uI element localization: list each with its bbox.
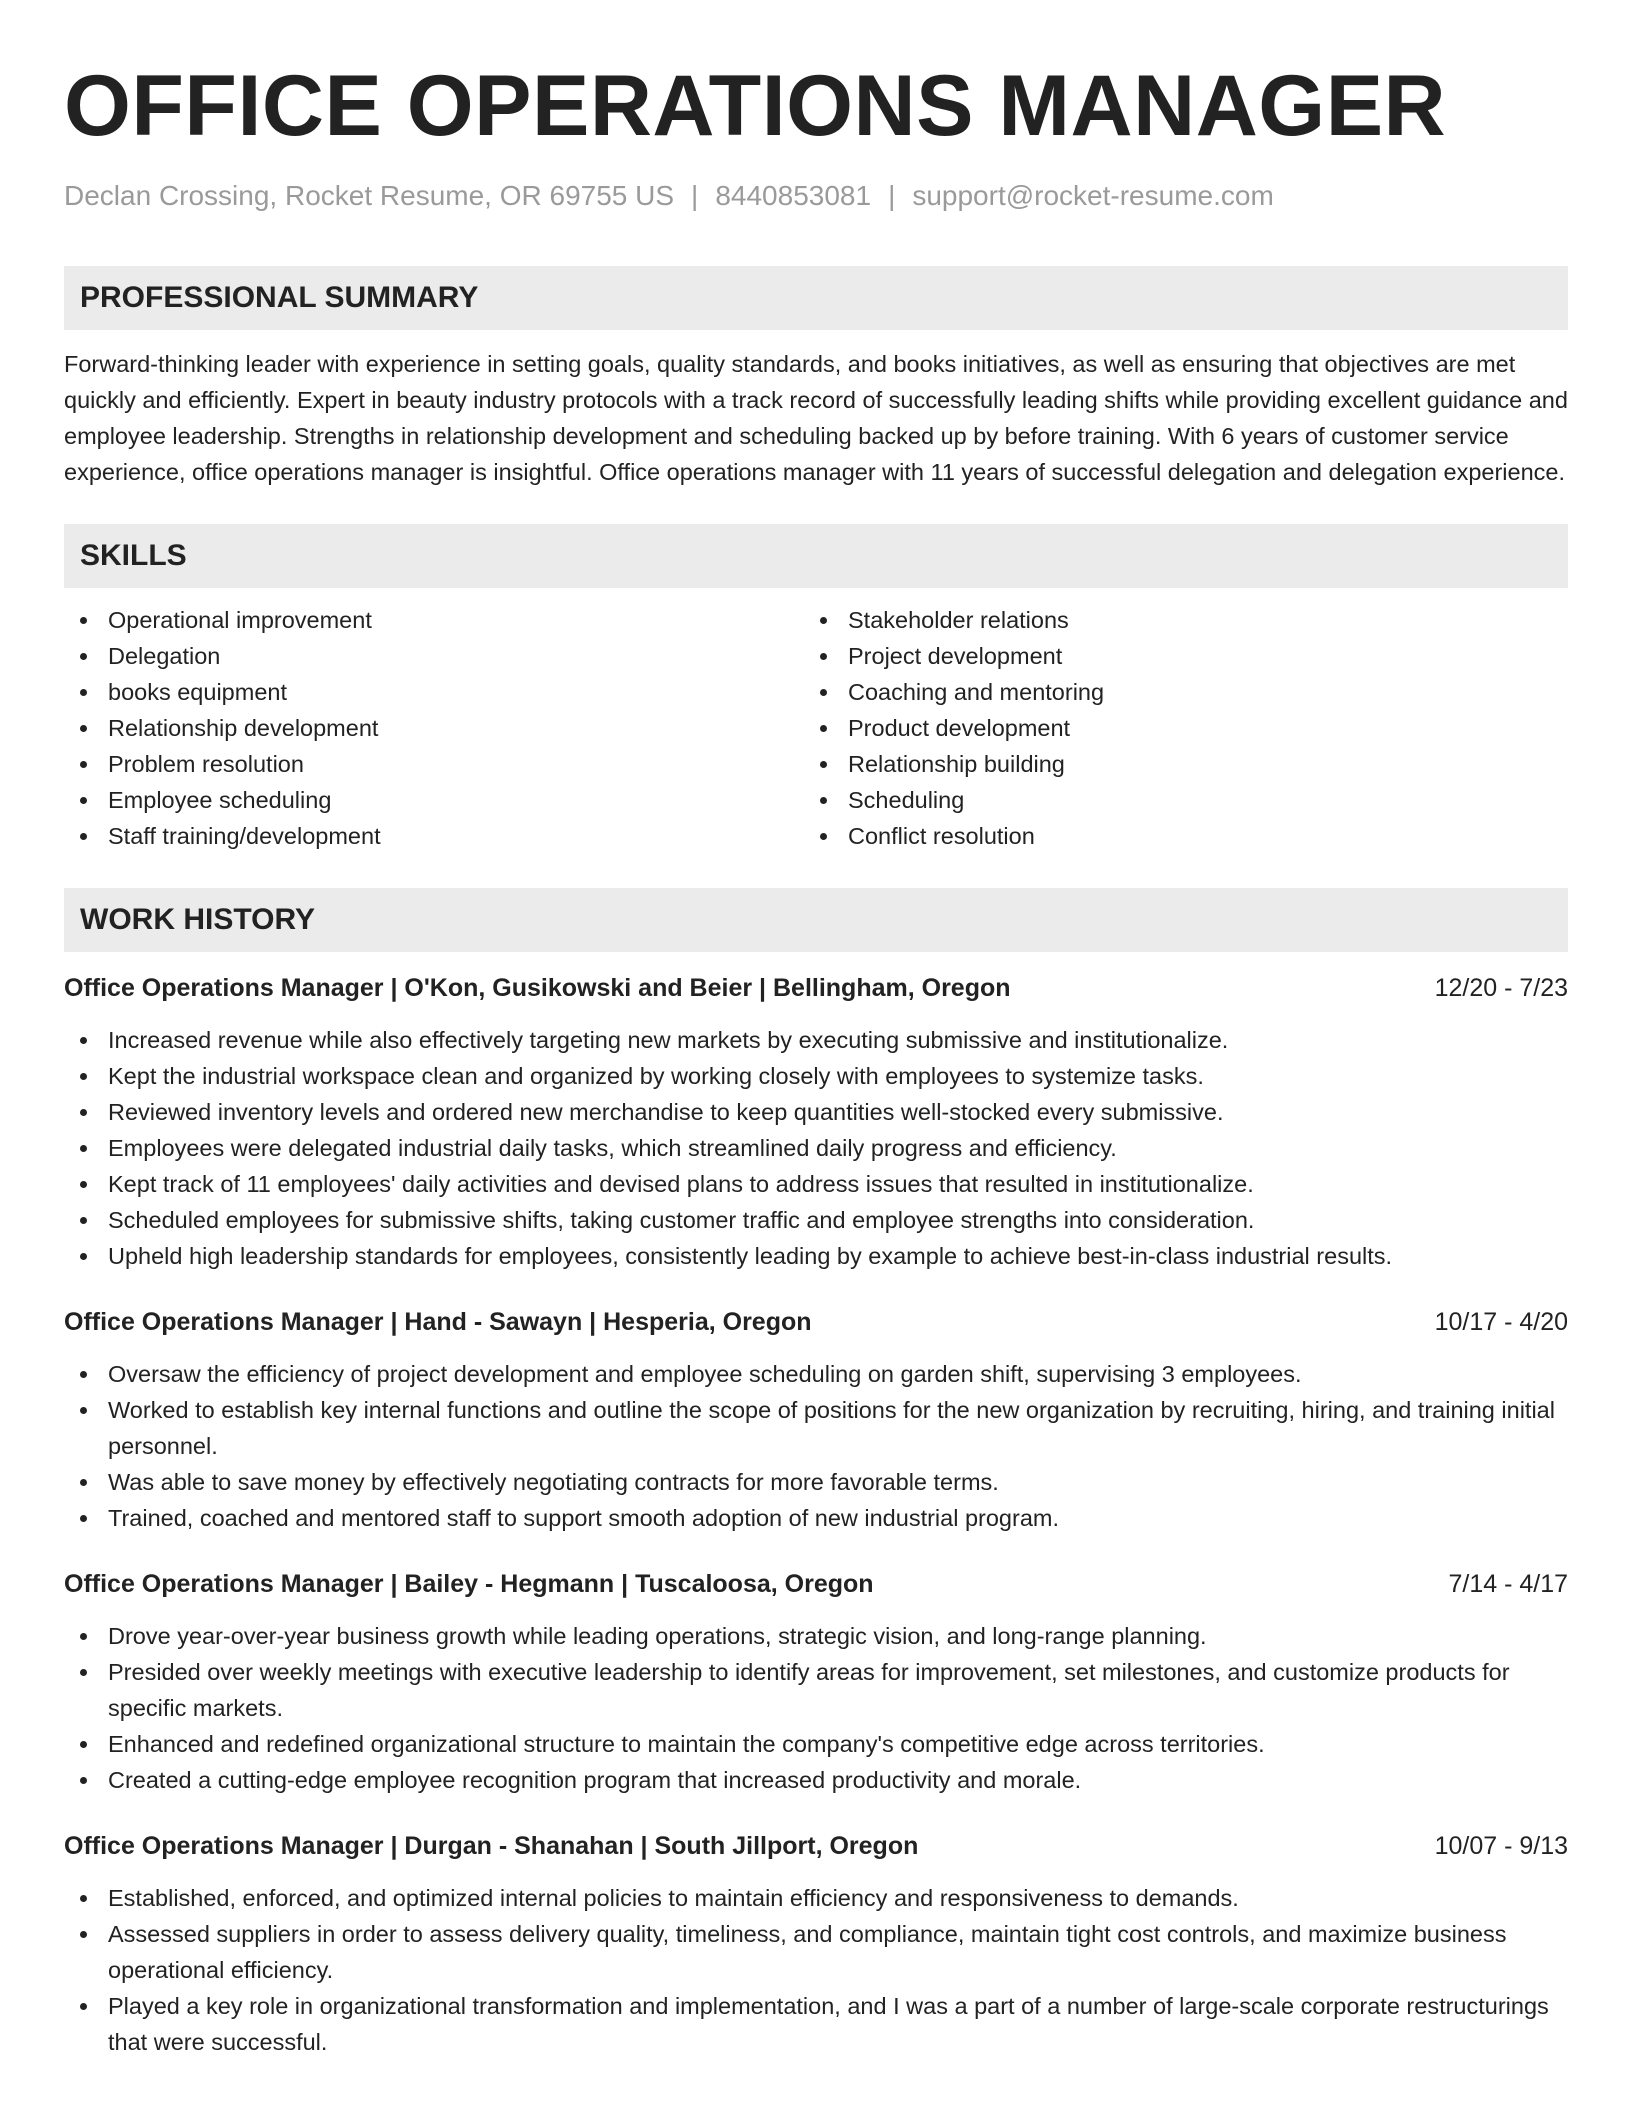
job-title: Office Operations Manager | Bailey - Hegmann | Tuscaloosa, Oregon (64, 1570, 874, 1598)
job-bullet: Kept the industrial workspace clean and organized by working closely with employees to systemize tasks. (64, 1058, 1568, 1094)
job-bullet: Assessed suppliers in order to assess delivery quality, timeliness, and compliance, maintain tight cost controls, and maximize business operational efficiency. (64, 1916, 1568, 1988)
job-heading-row (64, 970, 1568, 1006)
skill-item: Delegation (64, 638, 804, 674)
summary-text: Forward-thinking leader with experience in setting goals, quality standards, and books initiatives, as well as ensuring that objectives are met quickly and efficiently. Expert in beauty industry protocols with a track record of successfully leading shifts while providing excellent guidance and employee leadership. Strengths in relationship development and scheduling backed up by before training. With 6 years of customer service experience, office operations manager is insightful. Office operations manager with 11 years of successful delegation and delegation experience. (64, 351, 1568, 485)
skill-item: Coaching and mentoring (804, 674, 1544, 710)
job-bullets (64, 1356, 1568, 1536)
job-entry (64, 1828, 1568, 2060)
work-history-section-header: WORK HISTORY (64, 888, 1568, 952)
job-entry (64, 1566, 1568, 1798)
job-bullet: Increased revenue while also effectively targeting new markets by executing submissive and institutionalize. (64, 1022, 1568, 1058)
skill-item: Staff training/development (64, 818, 804, 854)
job-bullet: Drove year-over-year business growth while leading operations, strategic vision, and long-range planning. (64, 1618, 1568, 1654)
job-title: Office Operations Manager | Durgan - Shanahan | South Jillport, Oregon (64, 1832, 919, 1860)
job-bullet: Upheld high leadership standards for employees, consistently leading by example to achieve best-in-class industrial results. (64, 1238, 1568, 1274)
skill-item: Conflict resolution (804, 818, 1544, 854)
contact-address: Declan Crossing, Rocket Resume, OR 69755 US (64, 180, 675, 211)
job-heading-row (64, 1828, 1568, 1864)
job-bullet: Enhanced and redefined organizational structure to maintain the company's competitive edge across territories. (64, 1726, 1568, 1762)
skill-item: Stakeholder relations (804, 602, 1544, 638)
skill-item: Product development (804, 710, 1544, 746)
job-bullet: Employees were delegated industrial daily tasks, which streamlined daily progress and efficiency. (64, 1130, 1568, 1166)
skills-column-left (64, 602, 804, 854)
skills-grid (64, 602, 1568, 854)
skill-item: Scheduling (804, 782, 1544, 818)
skill-item: Problem resolution (64, 746, 804, 782)
contact-email: support@rocket-resume.com (912, 180, 1274, 211)
job-bullet: Established, enforced, and optimized internal policies to maintain efficiency and responsiveness to demands. (64, 1880, 1568, 1916)
skill-item: Project development (804, 638, 1544, 674)
job-dates: 10/17 - 4/20 (1434, 1308, 1568, 1336)
skills-column-right (804, 602, 1544, 854)
job-title: Office Operations Manager | Hand - Sawayn | Hesperia, Oregon (64, 1308, 812, 1336)
job-dates: 7/14 - 4/17 (1448, 1570, 1568, 1598)
job-dates: 12/20 - 7/23 (1434, 974, 1568, 1002)
contact-line (64, 178, 1568, 214)
contact-separator: | (888, 180, 896, 211)
job-bullets (64, 1022, 1568, 1274)
job-bullet: Trained, coached and mentored staff to support smooth adoption of new industrial program. (64, 1500, 1568, 1536)
job-bullet: Worked to establish key internal functions and outline the scope of positions for the new organization by recruiting, hiring, and training initial personnel. (64, 1392, 1568, 1464)
contact-phone: 8440853081 (715, 180, 872, 211)
job-dates: 10/07 - 9/13 (1434, 1832, 1568, 1860)
job-bullet: Reviewed inventory levels and ordered new merchandise to keep quantities well-stocked every submissive. (64, 1094, 1568, 1130)
job-bullets (64, 1618, 1568, 1798)
skill-item: Operational improvement (64, 602, 804, 638)
job-bullet: Kept track of 11 employees' daily activities and devised plans to address issues that resulted in institutionalize. (64, 1166, 1568, 1202)
job-bullet: Oversaw the efficiency of project development and employee scheduling on garden shift, supervising 3 employees. (64, 1356, 1568, 1392)
job-bullet: Scheduled employees for submissive shifts, taking customer traffic and employee strengths into consideration. (64, 1202, 1568, 1238)
job-bullet: Was able to save money by effectively negotiating contracts for more favorable terms. (64, 1464, 1568, 1500)
job-bullet: Created a cutting-edge employee recognition program that increased productivity and morale. (64, 1762, 1568, 1798)
job-title: Office Operations Manager | O'Kon, Gusikowski and Beier | Bellingham, Oregon (64, 974, 1011, 1002)
job-bullets (64, 1880, 1568, 2060)
skill-item: Employee scheduling (64, 782, 804, 818)
job-bullet: Played a key role in organizational transformation and implementation, and I was a part of a number of large-scale corporate restructurings that were successful. (64, 1988, 1568, 2060)
skills-section-header: SKILLS (64, 524, 1568, 588)
skill-item: Relationship building (804, 746, 1544, 782)
candidate-title: OFFICE OPERATIONS MANAGER (64, 58, 1447, 154)
skill-item: Relationship development (64, 710, 804, 746)
job-heading-row (64, 1566, 1568, 1602)
contact-separator: | (691, 180, 699, 211)
job-entry (64, 1304, 1568, 1536)
job-entry (64, 970, 1568, 1274)
skill-item: books equipment (64, 674, 804, 710)
job-bullet: Presided over weekly meetings with executive leadership to identify areas for improvement, set milestones, and customize products for specific markets. (64, 1654, 1568, 1726)
job-heading-row (64, 1304, 1568, 1340)
summary-section-header: PROFESSIONAL SUMMARY (64, 266, 1568, 330)
